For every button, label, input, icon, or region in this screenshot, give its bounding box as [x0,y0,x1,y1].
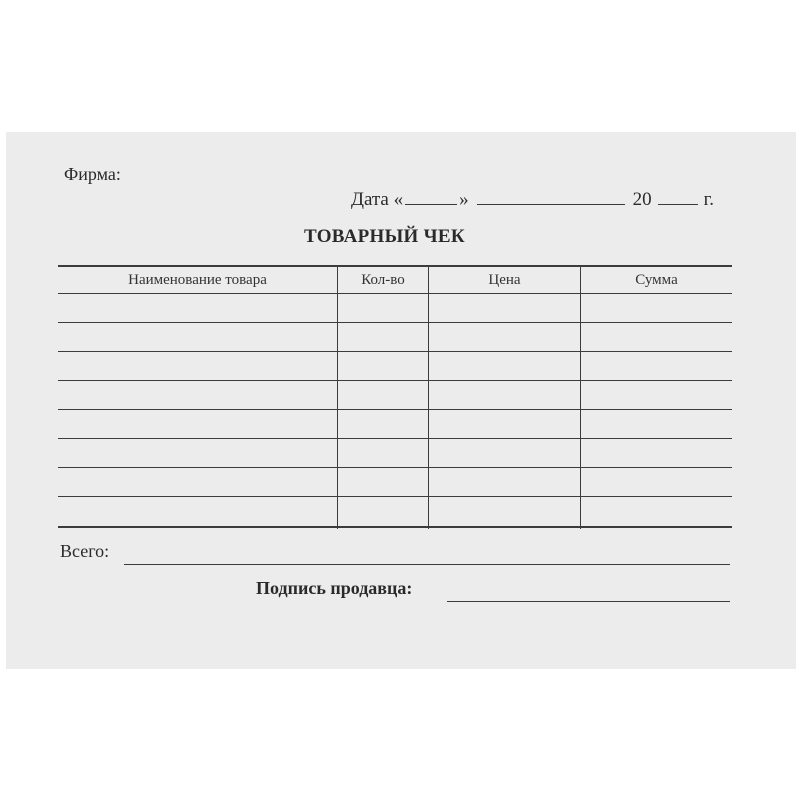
document-title: ТОВАРНЫЙ ЧЕК [304,226,465,247]
table-row-line [58,322,732,323]
column-header-name: Наименование товара [128,272,267,288]
date-day-field[interactable] [405,188,457,205]
column-header-sum: Сумма [635,272,678,288]
column-divider [428,265,429,529]
table-header-divider [58,293,732,294]
signature-field[interactable] [447,601,730,602]
date-prefix: Дата « [351,189,404,210]
date-year-suffix: г. [703,189,715,210]
table-row-line [58,496,732,497]
date-line [351,188,714,211]
table-row-line [58,380,732,381]
date-close-quote: » [459,189,469,210]
total-field[interactable] [124,564,730,565]
date-month-field[interactable] [477,188,625,205]
table-bottom-border [58,526,732,528]
table-row-line [58,467,732,468]
table-row-line [58,351,732,352]
table-row-line [58,409,732,410]
signature-label: Подпись продавца: [256,578,413,598]
receipt-form [6,132,796,669]
firm-label: Фирма: [64,164,121,184]
column-header-price: Цена [488,272,521,288]
column-divider [337,265,338,529]
column-divider [580,265,581,529]
table-row-line [58,438,732,439]
table-top-border [58,265,732,267]
date-year-prefix: 20 [632,189,652,210]
total-label: Всего: [60,541,110,561]
date-year-field[interactable] [658,188,698,205]
items-table [58,263,732,529]
column-header-quantity: Кол-во [361,272,405,288]
